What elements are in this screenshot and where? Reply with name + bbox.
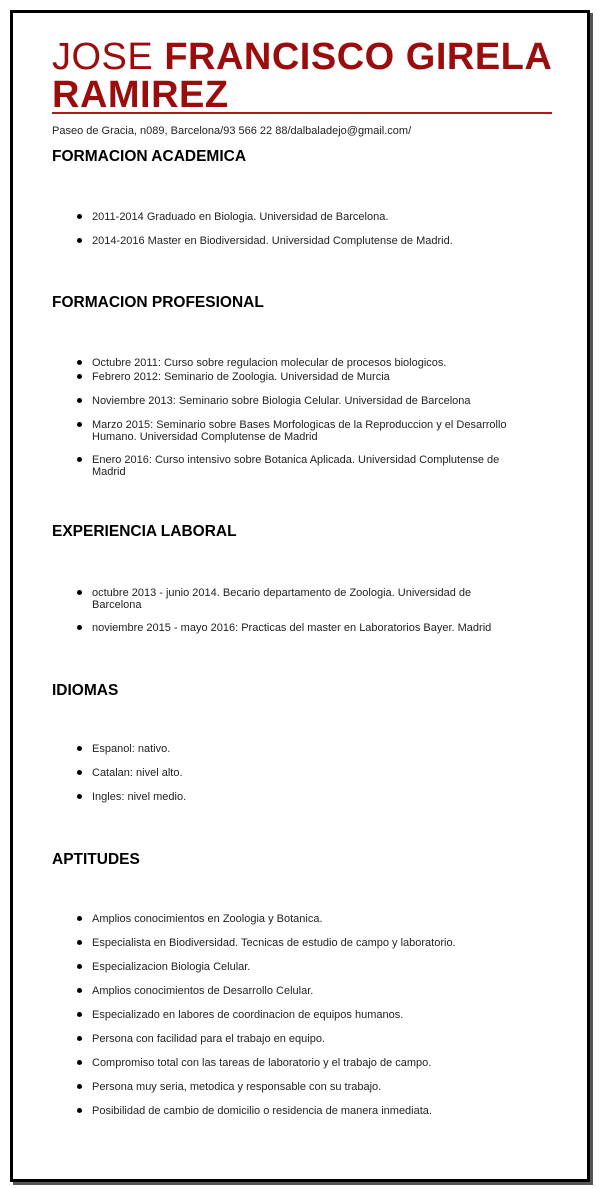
last-name: FRANCISCO GIRELA RAMIREZ xyxy=(52,36,551,116)
list-item: 2014-2016 Master en Biodiversidad. Universidad Complutense de Madrid. xyxy=(52,235,522,247)
idiomas-list xyxy=(52,743,522,803)
list-item: Marzo 2015: Seminario sobre Bases Morfologicas de la Reproduccion y el Desarrollo Humano. Universidad Complutense de Madrid xyxy=(52,419,522,443)
list-item: Amplios conocimientos de Desarrollo Celular. xyxy=(52,985,522,997)
section-title-formacion-profesional: FORMACION PROFESIONAL xyxy=(52,294,264,311)
experiencia-laboral-list xyxy=(52,587,522,634)
list-item: Enero 2016: Curso intensivo sobre Botanica Aplicada. Universidad Complutense de Madrid xyxy=(52,454,522,478)
list-item: Amplios conocimientos en Zoologia y Botanica. xyxy=(52,913,522,925)
list-item: octubre 2013 - junio 2014. Becario departamento de Zoologia. Universidad de Barcelona xyxy=(52,587,522,611)
list-item: Persona muy seria, metodica y responsable con su trabajo. xyxy=(52,1081,522,1093)
list-item: 2011-2014 Graduado en Biologia. Universidad de Barcelona. xyxy=(52,211,522,223)
section-title-aptitudes: APTITUDES xyxy=(52,851,140,868)
contact-info: Paseo de Gracia, n089, Barcelona/93 566 22 88/dalbaladejo@gmail.com/ xyxy=(52,125,412,137)
candidate-name xyxy=(52,38,552,114)
list-item: Posibilidad de cambio de domicilio o residencia de manera inmediata. xyxy=(52,1105,522,1117)
list-item: Octubre 2011: Curso sobre regulacion molecular de procesos biologicos. xyxy=(52,357,522,369)
name-divider xyxy=(52,112,552,114)
list-item: Espanol: nativo. xyxy=(52,743,522,755)
list-item: Catalan: nivel alto. xyxy=(52,767,522,779)
list-item: Compromiso total con las tareas de laboratorio y el trabajo de campo. xyxy=(52,1057,522,1069)
section-title-formacion-academica: FORMACION ACADEMICA xyxy=(52,148,247,165)
formacion-academica-list xyxy=(52,211,522,247)
list-item: Especialista en Biodiversidad. Tecnicas de estudio de campo y laboratorio. xyxy=(52,937,522,949)
list-item: Febrero 2012: Seminario de Zoologia. Universidad de Murcia xyxy=(52,371,522,383)
first-name: JOSE xyxy=(52,36,154,78)
section-title-idiomas: IDIOMAS xyxy=(52,682,119,699)
list-item: Especializado en labores de coordinacion de equipos humanos. xyxy=(52,1009,522,1021)
list-item: Persona con facilidad para el trabajo en equipo. xyxy=(52,1033,522,1045)
list-item: noviembre 2015 - mayo 2016: Practicas del master en Laboratorios Bayer. Madrid xyxy=(52,622,522,634)
list-item: Noviembre 2013: Seminario sobre Biologia Celular. Universidad de Barcelona xyxy=(52,395,522,407)
section-title-experiencia-laboral: EXPERIENCIA LABORAL xyxy=(52,523,237,540)
list-item: Ingles: nivel medio. xyxy=(52,791,522,803)
formacion-profesional-list xyxy=(52,357,522,478)
list-item: Especializacion Biologia Celular. xyxy=(52,961,522,973)
aptitudes-list xyxy=(52,913,522,1117)
